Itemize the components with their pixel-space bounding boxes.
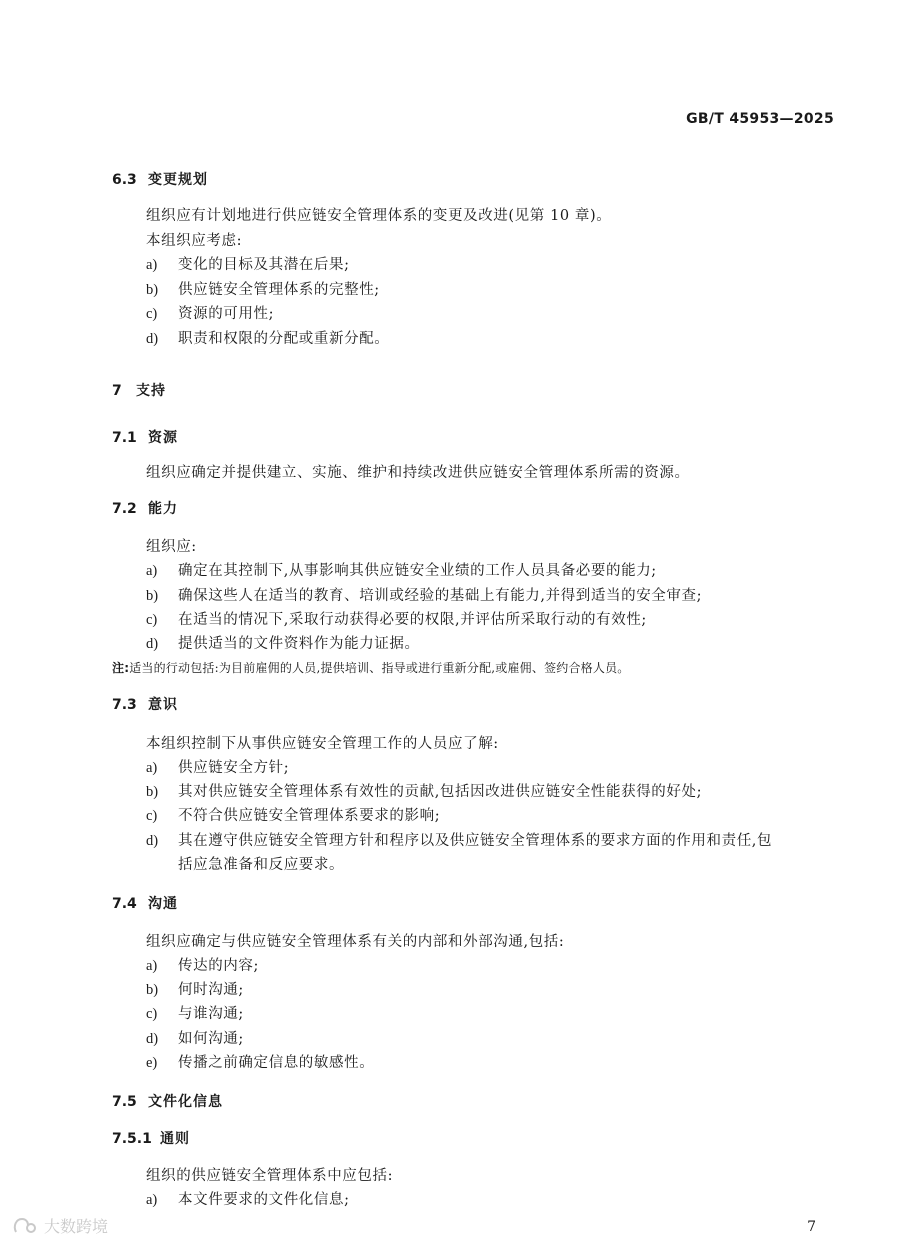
note-text [112, 658, 629, 678]
list-text: 供应链安全管理体系的完整性; [178, 282, 380, 298]
paragraph-text: 本组织应考虑: [146, 233, 243, 249]
list-marker: e) [146, 1055, 158, 1071]
list-marker: d) [146, 1031, 159, 1047]
list-marker: d) [146, 833, 159, 849]
section-title: 能力 [148, 501, 178, 517]
chapter-number: 7 [112, 383, 122, 399]
list-marker: c) [146, 306, 158, 322]
section-number: 7.5 [112, 1094, 137, 1110]
page-number: 7 [807, 1219, 816, 1235]
list-text: 其在遵守供应链安全管理方针和程序以及供应链安全管理体系的要求方面的作用和责任,包 [178, 833, 773, 849]
section-title: 文件化信息 [148, 1094, 223, 1110]
section-number: 6.3 [112, 172, 137, 188]
watermark [12, 1214, 108, 1237]
watermark-text: 大数跨境 [44, 1217, 109, 1236]
list-text: 职责和权限的分配或重新分配。 [178, 331, 390, 347]
chapter-title: 支持 [136, 383, 166, 399]
list-marker: b) [146, 282, 159, 298]
list-marker: a) [146, 257, 158, 273]
section-title: 沟通 [148, 896, 178, 912]
list-text: 本文件要求的文件化信息; [178, 1192, 350, 1208]
paragraph-text: 组织应有计划地进行供应链安全管理体系的变更及改进(见第 10 章)。 [146, 208, 612, 224]
section-number: 7.4 [112, 896, 137, 912]
list-text: 在适当的情况下,采取行动获得必要的权限,并评估所采取行动的有效性; [178, 612, 647, 628]
paragraph-text: 组织应确定并提供建立、实施、维护和持续改进供应链安全管理体系所需的资源。 [146, 465, 690, 481]
list-text: 确保这些人在适当的教育、培训或经验的基础上有能力,并得到适当的安全审查; [178, 588, 703, 604]
list-marker: c) [146, 612, 158, 628]
paragraph-text: 组织应确定与供应链安全管理体系有关的内部和外部沟通,包括: [146, 934, 565, 950]
list-text: 传达的内容; [178, 958, 259, 974]
section-number: 7.5.1 [112, 1131, 152, 1147]
list-marker: b) [146, 982, 159, 998]
list-text: 其对供应链安全管理体系有效性的贡献,包括因改进供应链安全性能获得的好处; [178, 784, 703, 800]
section-number: 7.3 [112, 697, 137, 713]
list-marker: a) [146, 1192, 158, 1208]
paragraph-text: 组织的供应链安全管理体系中应包括: [146, 1168, 394, 1184]
watermark-logo-icon [12, 1216, 38, 1236]
list-marker: d) [146, 331, 159, 347]
section-title: 通则 [160, 1131, 190, 1147]
list-text: 何时沟通; [178, 982, 244, 998]
list-text: 供应链安全方针; [178, 760, 290, 776]
paragraph-text: 本组织控制下从事供应链安全管理工作的人员应了解: [146, 736, 499, 752]
list-marker: a) [146, 563, 158, 579]
list-marker: c) [146, 1006, 158, 1022]
list-text: 资源的可用性; [178, 306, 275, 322]
section-title: 资源 [148, 430, 178, 446]
list-marker: b) [146, 784, 159, 800]
list-text: 确定在其控制下,从事影响其供应链安全业绩的工作人员具备必要的能力; [178, 563, 657, 579]
list-text: 提供适当的文件资料作为能力证据。 [178, 636, 420, 652]
section-title: 意识 [148, 697, 178, 713]
section-number: 7.2 [112, 501, 137, 517]
list-marker: c) [146, 808, 158, 824]
list-text: 括应急准备和反应要求。 [178, 857, 345, 873]
list-marker: b) [146, 588, 159, 604]
list-marker: a) [146, 760, 158, 776]
list-text: 不符合供应链安全管理体系要求的影响; [178, 808, 441, 824]
list-text: 与谁沟通; [178, 1006, 244, 1022]
note-label: 注: [112, 661, 130, 675]
standard-number: GB/T 45953—2025 [686, 111, 834, 127]
note-body: 适当的行动包括:为目前雇佣的人员,提供培训、指导或进行重新分配,或雇佣、签约合格人员。 [129, 661, 630, 675]
paragraph-text: 组织应: [146, 539, 197, 555]
list-marker: a) [146, 958, 158, 974]
list-text: 传播之前确定信息的敏感性。 [178, 1055, 375, 1071]
section-title: 变更规划 [148, 172, 208, 188]
list-marker: d) [146, 636, 159, 652]
list-text: 变化的目标及其潜在后果; [178, 257, 350, 273]
section-number: 7.1 [112, 430, 137, 446]
list-text: 如何沟通; [178, 1031, 244, 1047]
